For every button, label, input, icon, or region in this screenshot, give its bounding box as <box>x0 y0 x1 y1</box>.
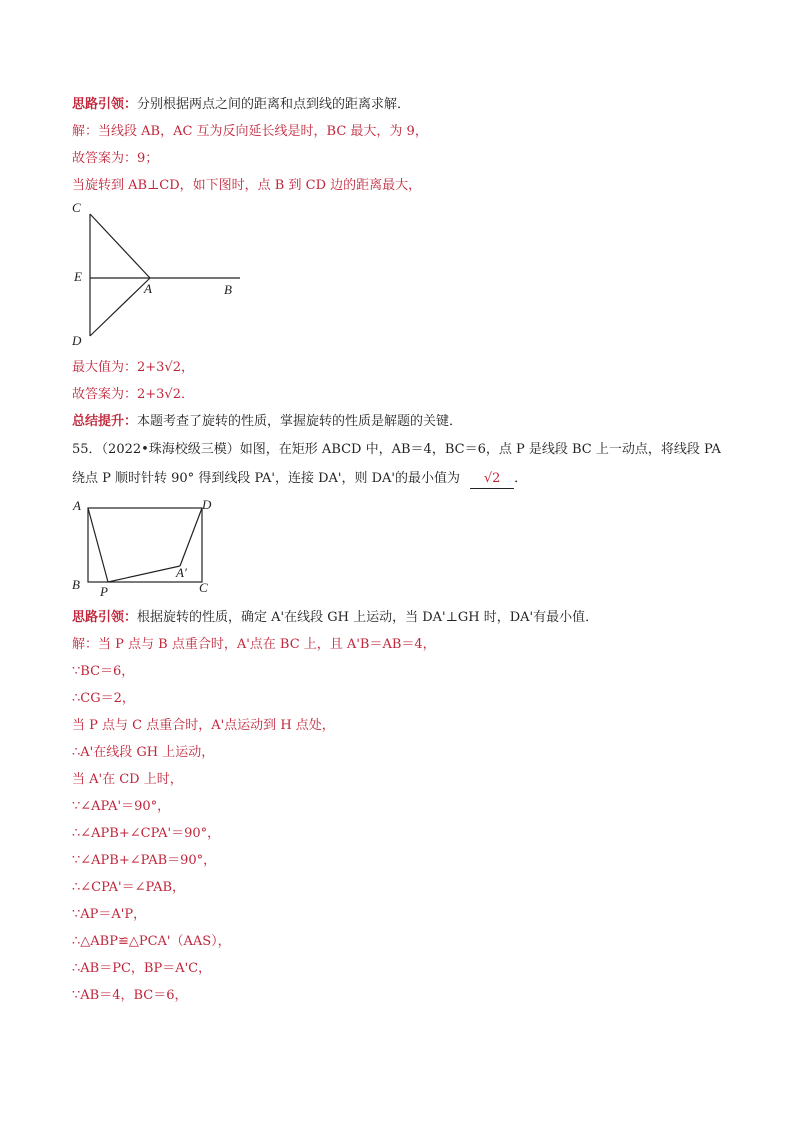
rotation-line: 当旋转到 AB⊥CD，如下图时，点 B 到 CD 边的距离最大， <box>72 178 422 193</box>
label-a: A <box>73 498 81 513</box>
segment-ap <box>88 508 108 582</box>
step-line: ∴∠CPA'＝∠PAB， <box>72 880 186 895</box>
step-line: ∴AB＝PC，BP＝A'C， <box>72 961 212 976</box>
step-line: 当 A'在 CD 上时， <box>72 772 183 787</box>
segment-ca <box>90 214 150 278</box>
summary-text: 本题考查了旋转的性质，掌握旋转的性质是解题的关键． <box>137 414 463 429</box>
answer-blank <box>470 470 514 489</box>
hint-line-1 <box>72 96 410 114</box>
question-55-end: ． <box>514 471 528 486</box>
question-55-line-2 <box>72 470 527 489</box>
label-d: D <box>202 497 212 512</box>
step-line: ∵AP＝A'P， <box>72 907 147 922</box>
step-line: ∴∠APB+∠CPA'＝90°， <box>72 826 221 841</box>
hint-line-2 <box>72 609 598 627</box>
label-b: B <box>72 577 80 592</box>
step-line: ∵BC＝6， <box>72 664 135 679</box>
step-line: ∴A'在线段 GH 上运动， <box>72 745 215 760</box>
step-line: ∴CG＝2， <box>72 691 135 706</box>
answer-line: 故答案为：9； <box>72 151 159 166</box>
segment-da <box>90 278 150 336</box>
label-a: A <box>144 281 152 296</box>
max-line: 最大值为：2+3√2， <box>72 360 194 375</box>
step-line: ∵∠APB+∠PAB＝90°， <box>72 853 217 868</box>
hint-text: 根据旋转的性质，确定 A'在线段 GH 上运动，当 DA'⊥GH 时，DA'有最小值． <box>137 610 599 625</box>
question-55-line-1: 55．（2022•珠海校级三模）如图，在矩形 ABCD 中，AB＝4，BC＝6，点 P 是线段 BC 上一动点，将线段 PA <box>72 442 721 457</box>
label-b: B <box>224 282 232 297</box>
label-d: D <box>72 333 82 348</box>
step-line: ∴△ABP≌△PCA'（AAS）， <box>72 934 231 949</box>
segment-pa-prime <box>108 566 180 582</box>
segment-da-prime <box>180 508 202 566</box>
solution-line: 解：当线段 AB，AC 互为反向延长线是时，BC 最大，为 9， <box>72 124 428 139</box>
answer-line-2: 故答案为：2+3√2． <box>72 387 194 402</box>
step-line: 当 P 点与 C 点重合时，A'点运动到 H 点处， <box>72 718 335 733</box>
figure-1 <box>68 200 248 350</box>
label-a-prime: A′ <box>176 565 187 580</box>
label-e: E <box>74 269 82 284</box>
question-55-text: 绕点 P 顺时针转 90° 得到线段 PA'，连接 DA'，则 DA'的最小值为 <box>72 471 461 486</box>
figure-2 <box>68 494 228 600</box>
summary-label: 总结提升： <box>72 414 138 429</box>
step-line: ∵AB＝4，BC＝6， <box>72 988 188 1003</box>
hint-text: 分别根据两点之间的距离和点到线的距离求解． <box>137 97 411 112</box>
hint-label: 思路引领： <box>72 610 138 625</box>
label-c: C <box>72 200 81 215</box>
summary-line <box>72 413 462 431</box>
answer-value: √2 <box>483 471 501 486</box>
label-c: C <box>199 580 208 595</box>
step-line: 解：当 P 点与 B 点重合时，A'点在 BC 上，且 A'B＝AB＝4， <box>72 637 436 652</box>
hint-label: 思路引领： <box>72 97 138 112</box>
label-p: P <box>100 584 108 599</box>
step-line: ∵∠APA'＝90°， <box>72 799 171 814</box>
